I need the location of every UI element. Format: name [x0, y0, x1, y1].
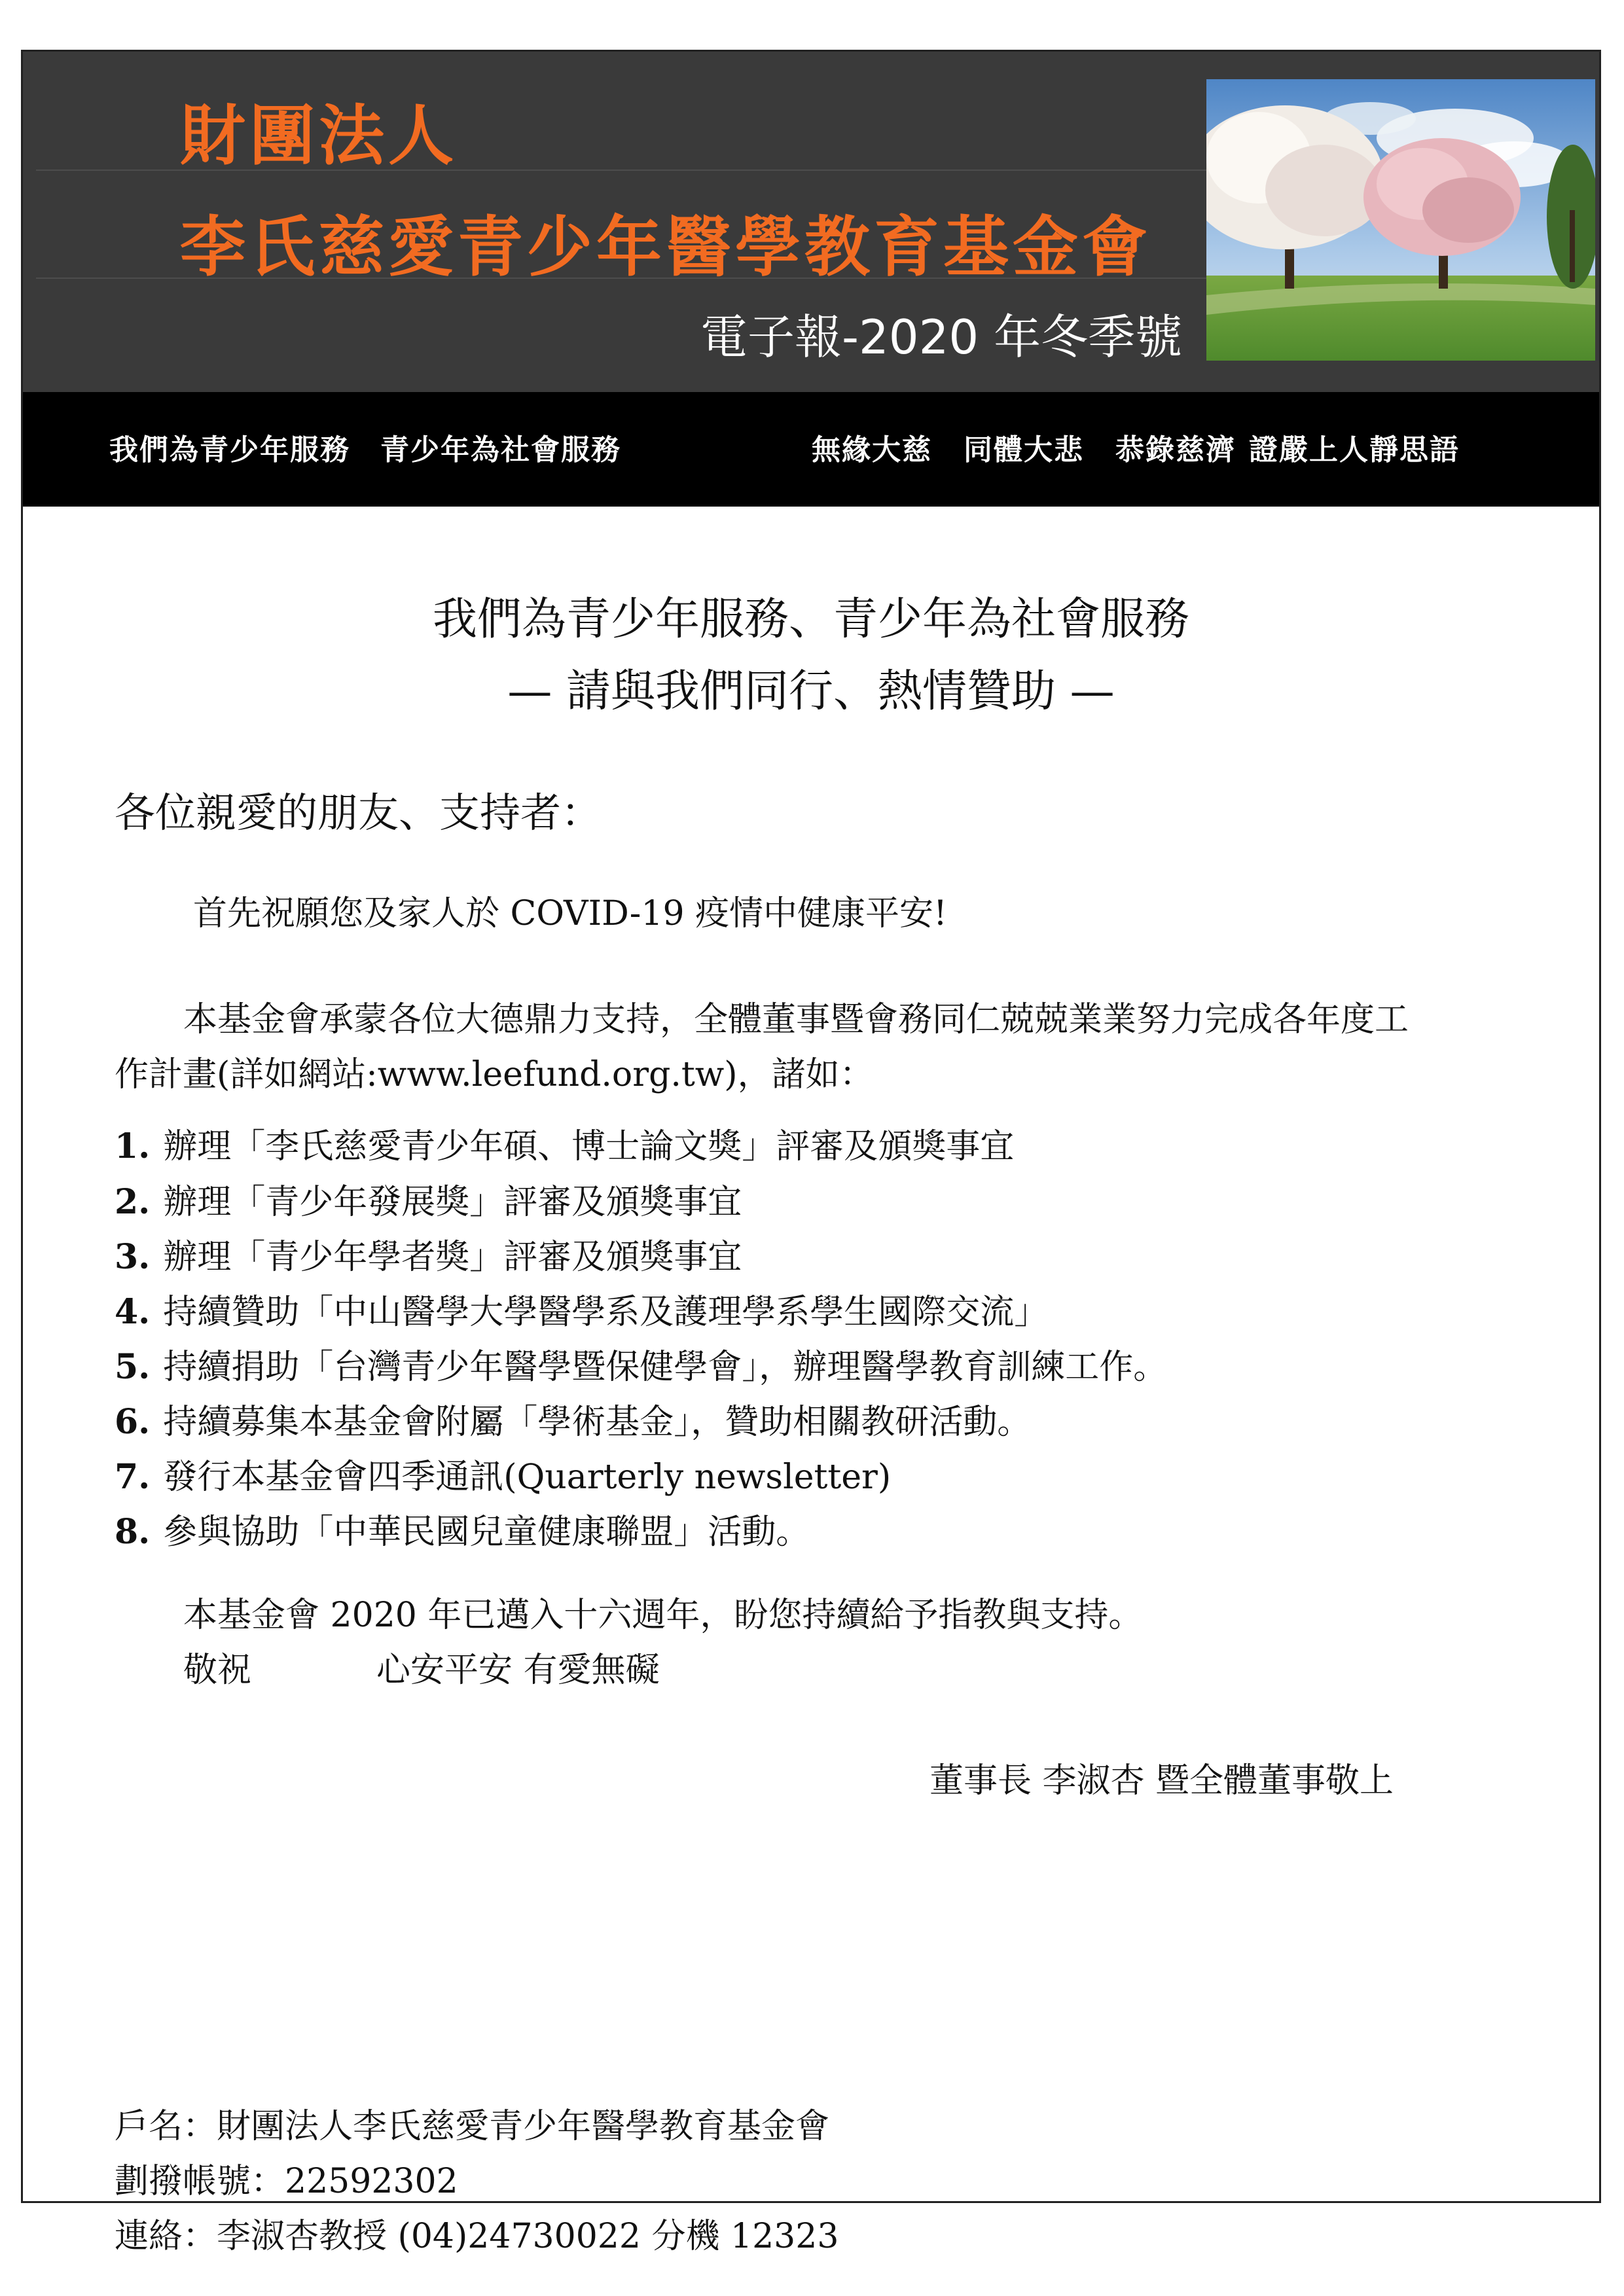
- motto-item: 同體大悲: [964, 433, 1084, 467]
- list-number: 5.: [115, 1347, 151, 1387]
- paragraph-intro-line-2: 作計畫(詳如網站:www.leefund.org.tw)，諸如：: [115, 1055, 874, 1094]
- closing-line-1: 本基金會 2020 年已邁入十六週年，盼您持續給予指教與支持。: [183, 1596, 1143, 1635]
- motto-left: 我們為青少年服務 青少年為社會服務: [109, 433, 621, 467]
- heading-line-2: — 請與我們同行、熱情贊助 —: [507, 666, 1115, 717]
- contact-info: 連絡：李淑杏教授 (04)24730022 分機 12323: [115, 2217, 839, 2256]
- list-item: [115, 1449, 891, 1498]
- motto-item: 無緣大慈: [812, 433, 932, 467]
- list-number: 2.: [115, 1182, 151, 1222]
- motto-right: [812, 426, 1460, 468]
- paragraph-wishes: 首先祝願您及家人於 COVID-19 疫情中健康平安!: [193, 894, 947, 933]
- heading-line-1: 我們為青少年服務、青少年為社會服務: [432, 594, 1189, 645]
- list-text: 辦理「青少年學者獎」評審及頒獎事宜: [163, 1238, 742, 1277]
- account-number: 劃撥帳號：22592302: [115, 2162, 458, 2201]
- motto-item: 證嚴上人靜思語: [1249, 433, 1460, 467]
- foundation-name-title: 李氏慈愛青少年醫學教育基金會: [180, 209, 1151, 285]
- closing-blessing: 心安平安 有愛無礙: [376, 1651, 660, 1690]
- list-text: 持續贊助「中山醫學大學醫學系及護理學系學生國際交流」: [163, 1293, 1049, 1332]
- list-number: 4.: [115, 1292, 151, 1332]
- list-item: [115, 1504, 810, 1553]
- list-item: [115, 1119, 1014, 1168]
- list-text: 持續捐助「台灣青少年醫學暨保健學會」，辦理醫學教育訓練工作。: [163, 1348, 1168, 1387]
- list-number: 7.: [115, 1457, 151, 1497]
- list-number: 8.: [115, 1512, 151, 1552]
- list-text: 辦理「李氏慈愛青少年碩、博士論文獎」評審及頒獎事宜: [163, 1127, 1015, 1166]
- motto-bar: [23, 392, 1599, 507]
- list-text: 持續募集本基金會附屬「學術基金」，贊助相關教研活動。: [163, 1403, 1032, 1442]
- list-text: 參與協助「中華民國兒童健康聯盟」活動。: [163, 1513, 810, 1552]
- list-text: 辦理「青少年發展獎」評審及頒獎事宜: [163, 1183, 742, 1222]
- list-text: 發行本基金會四季通訊(Quarterly newsletter): [163, 1458, 892, 1497]
- list-number: 3.: [115, 1237, 151, 1277]
- paragraph-intro-line-1: 本基金會承蒙各位大德鼎力支持，全體董事暨會務同仁兢兢業業努力完成各年度工: [183, 1000, 1409, 1039]
- signature: 董事長 李淑杏 暨全體董事敬上: [929, 1761, 1394, 1801]
- list-item: [115, 1394, 1031, 1443]
- foundation-type-title: 財團法人: [180, 98, 458, 174]
- list-item: [115, 1284, 1048, 1333]
- list-item: [115, 1174, 742, 1223]
- list-item: [115, 1339, 1167, 1388]
- list-item: [115, 1229, 742, 1278]
- greeting: 各位親愛的朋友、支持者：: [115, 789, 602, 836]
- closing-salutation: 敬祝: [183, 1651, 252, 1690]
- list-number: 6.: [115, 1402, 151, 1442]
- blossom-tree-photo: [1206, 79, 1595, 361]
- list-number: 1.: [115, 1126, 151, 1166]
- edition-label: 電子報-2020 年冬季號: [700, 310, 1183, 365]
- motto-item: 恭錄慈濟: [1115, 433, 1236, 467]
- account-name: 戶名：財團法人李氏慈愛青少年醫學教育基金會: [115, 2107, 830, 2146]
- header-banner: [23, 52, 1599, 392]
- newsletter-page: [21, 50, 1601, 2256]
